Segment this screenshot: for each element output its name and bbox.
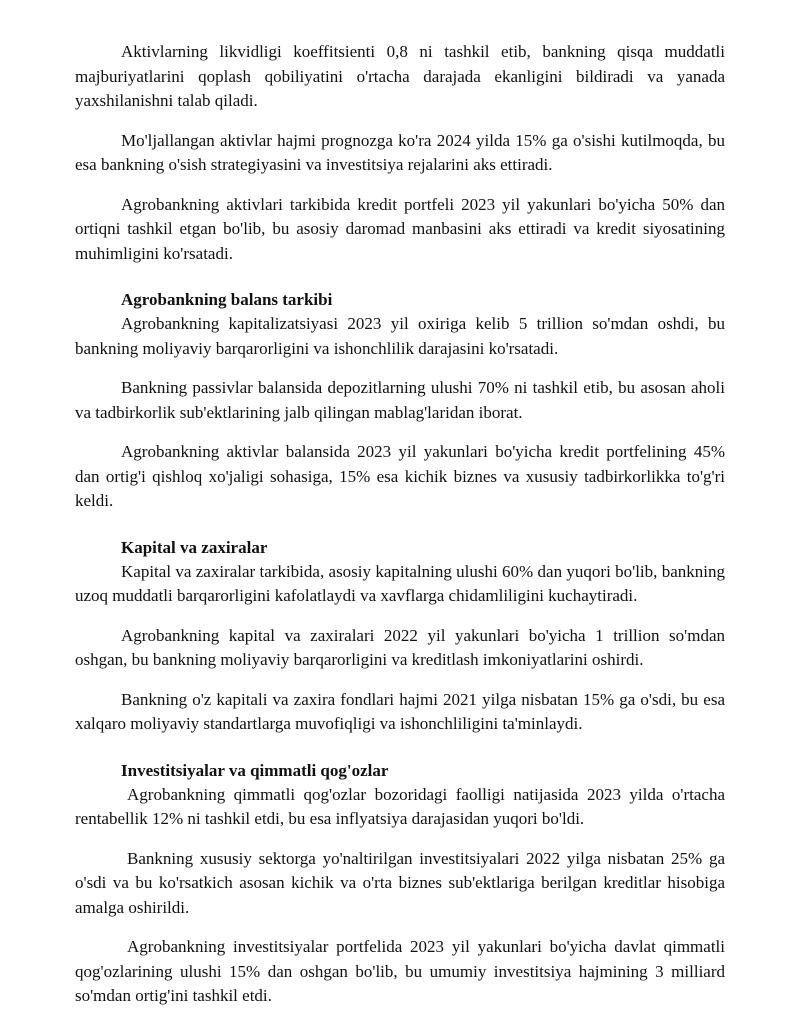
paragraph-liquidity-ratio: Aktivlarning likvidligi koeffitsienti 0,8 ni tashkil etib, bankning qisqa muddatli majburiyatlarini qoplash qobiliyatini o'rtacha darajada ekanligini bildiradi va yanada yaxshilanishni talab qiladi. bbox=[75, 42, 725, 110]
paragraph-deposits-share: Bankning passivlar balansida depozitlarning ulushi 70% ni tashkil etib, bu asosan aholi va tadbirkorlik sub'ektlarining jalb qilingan mablag'laridan iborat. bbox=[75, 378, 725, 422]
paragraph-investment-portfolio: Agrobankning investitsiyalar portfelida 2023 yil yakunlari bo'yicha davlat qimmatli qog'ozlarining ulushi 15% dan oshgan bo'lib, bu umumiy investitsiya hajmining 3 milliard so'mdan ortig'ini tashkil etdi. bbox=[75, 937, 725, 1005]
section-heading-balance-structure: Agrobankning balans tarkibi bbox=[121, 290, 333, 309]
paragraph-asset-forecast: Mo'ljallangan aktivlar hajmi prognozga ko'ra 2024 yilda 15% ga o'sishi kutilmoqda, bu esa bankning o'sish strategiyasini va investitsiya rejalarini aks ettiradi. bbox=[75, 130, 725, 174]
paragraph-equity-growth: Bankning o'z kapitali va zaxira fondlari hajmi 2021 yilga nisbatan 15% ga o'sdi, bu esa xalqaro moliyaviy standartlarga muvofiqligi va ishonchliligini ta'minlaydi. bbox=[75, 689, 725, 733]
paragraph-capital-2022: Agrobankning kapital va zaxiralari 2022 yil yakunlari bo'yicha 1 trillion so'mdan oshgan, bu bankning moliyaviy barqarorligini va kreditlash imkoniyatlarini oshirdi. bbox=[75, 625, 725, 669]
section-heading-investments: Investitsiyalar va qimmatli qog'ozlar bbox=[121, 760, 389, 780]
paragraph-credit-portfolio: Agrobankning aktivlari tarkibida kredit portfeli 2023 yil yakunlari bo'yicha 50% dan ortiqni tashkil etgan bo'lib, bu asosiy daromad manbasini aks ettiradi va kredit siyosatining muhimligini ko'rsatadi. bbox=[75, 194, 725, 263]
paragraph-capitalization: Agrobankning kapitalizatsiyasi 2023 yil oxiriga kelib 5 trillion so'mdan oshdi, bu bankning moliyaviy barqarorligini va ishonchlilik darajasini ko'rsatadi. bbox=[75, 314, 725, 358]
paragraph-securities-profitability: Agrobankning qimmatli qog'ozlar bozoridagi faolligi natijasida 2023 yilda o'rtacha rentabellik 12% ni tashkil etdi, bu esa inflyatsiya darajasidan yuqori bo'ldi. bbox=[75, 784, 725, 828]
section-heading-capital-reserves: Kapital va zaxiralar bbox=[121, 537, 268, 557]
document-page bbox=[75, 40, 725, 1009]
paragraph-core-capital: Kapital va zaxiralar tarkibida, asosiy kapitalning ulushi 60% dan yuqori bo'lib, bankning uzoq muddatli barqarorligini kafolatlaydi va xavflarga chidamliligini kuchaytiradi. bbox=[75, 561, 725, 605]
paragraph-private-sector-investments: Bankning xususiy sektorga yo'naltirilgan investitsiyalari 2022 yilga nisbatan 25% ga o'sdi va bu ko'rsatkich asosan kichik va o'rta biznes sub'ektlariga berilgan kreditlar hisobiga amalga oshirildi. bbox=[75, 848, 725, 917]
paragraph-asset-balance: Agrobankning aktivlar balansida 2023 yil yakunlari bo'yicha kredit portfelining 45% dan ortig'i qishloq xo'jaligi sohasiga, 15% esa kichik biznes va xususiy tadbirkorlikka to'g'ri keldi. bbox=[75, 442, 725, 510]
